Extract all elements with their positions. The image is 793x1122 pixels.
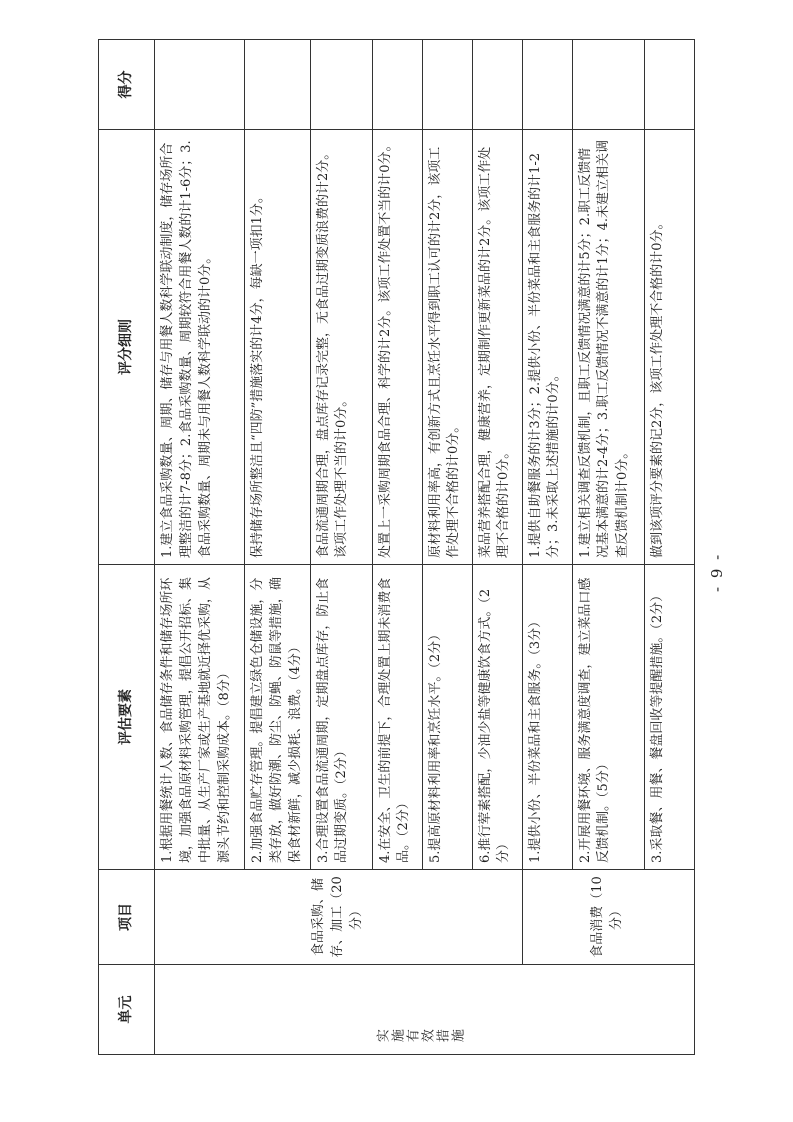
criteria-cell: 处置上一采购周期食品合理、科学的计2分。该项工作处置不当的计0分。 bbox=[372, 130, 422, 565]
element-cell: 5.提高原材料利用率和烹饪水平。（2分） bbox=[422, 565, 472, 870]
score-cell[interactable] bbox=[472, 40, 522, 130]
evaluation-table bbox=[98, 39, 695, 1055]
element-cell: 4.在安全、卫生的前提下，合理处置上期未消费食品。（2分） bbox=[372, 565, 422, 870]
score-cell[interactable] bbox=[245, 40, 311, 130]
score-cell[interactable] bbox=[310, 40, 372, 130]
score-cell[interactable] bbox=[644, 40, 694, 130]
criteria-cell: 保持储存场所整洁且“四防”措施落实的计4分，每缺一项扣1分。 bbox=[245, 130, 311, 565]
element-cell: 1.提供小份、半份菜品和主食服务。（3分） bbox=[522, 565, 572, 870]
project-cell: 食品采购、储存、加工（20分） bbox=[155, 870, 523, 965]
score-cell[interactable] bbox=[155, 40, 245, 130]
criteria-cell: 1.提供自助餐服务的计3分；2.提供小份、半份菜品和主食服务的计1-2分；3.未采取上述措施的计0分。 bbox=[522, 130, 572, 565]
element-cell: 2.开展用餐环境、服务满意度调查，建立菜品口感反馈机制。（5分） bbox=[572, 565, 644, 870]
score-cell[interactable] bbox=[422, 40, 472, 130]
criteria-cell: 菜品营养搭配合理，健康营养，定期制作更新菜品的计2分。该项工作处理不合格的计0分。 bbox=[472, 130, 522, 565]
element-cell: 6.推行荤素搭配，少油少盐等健康饮食方式。（2分） bbox=[472, 565, 522, 870]
unit-name: 实施有效措施 bbox=[375, 1030, 466, 1046]
criteria-cell: 1.建立相关调查反馈机制，且职工反馈情况满意的计5分；2.职工反馈情况基本满意的计2-4分；3.职工反馈情况不满意的计1分；4.未建立相关调查反馈机制计0分。 bbox=[572, 130, 644, 565]
score-cell[interactable] bbox=[572, 40, 644, 130]
score-cell[interactable] bbox=[372, 40, 422, 130]
header-score: 得分 bbox=[99, 40, 155, 130]
project-cell: 食品消费（10分） bbox=[522, 870, 694, 965]
page-number: - 9 - bbox=[708, 552, 726, 592]
element-cell: 2.加强食品贮存管理。提倡建立绿色仓储设施，分类存放，做好防潮、防尘、防蝇、防鼠等措施，确保食材新鲜，减少损耗、浪费。（4分） bbox=[245, 565, 311, 870]
score-cell[interactable] bbox=[522, 40, 572, 130]
criteria-cell: 1.建立食品采购数量、周期、储存与用餐人数科学联动制度，储存场所合理整洁的计7-8分；2.食品采购数量、周期较符合用餐人数的计1-6分；3.食品采购数量、周期未与用餐人数科学联动的计0分。 bbox=[155, 130, 245, 565]
unit-cell bbox=[155, 965, 695, 1055]
header-project: 项目 bbox=[99, 870, 155, 965]
element-cell: 1.根据用餐统计人数、食品储存条件和储存场所环境，加强食品原材料采购管理，提倡公开招标、集中批量、从生产厂家或生产基地就近择优采购，从源头节约和控制采购成本。（8分） bbox=[155, 565, 245, 870]
criteria-cell: 食品流通周期合理，盘点库存记录完整，无食品过期变质浪费的计2分。该项工作处理不当的计0分。 bbox=[310, 130, 372, 565]
header-criteria: 评分细则 bbox=[99, 130, 155, 565]
header-elements: 评估要素 bbox=[99, 565, 155, 870]
header-unit: 单元 bbox=[99, 965, 155, 1055]
criteria-cell: 做到该项评分要素的记2分，该项工作处理不合格的计0分。 bbox=[644, 130, 694, 565]
criteria-cell: 原材料利用率高，有创新方式且烹饪水平得到职工认可的计2分，该项工作处理不合格的计0分。 bbox=[422, 130, 472, 565]
element-cell: 3.采取餐、用餐、餐盘回收等提醒措施。（2分） bbox=[644, 565, 694, 870]
element-cell: 3.合理设置食品流通周期，定期盘点库存，防止食品过期变质。（2分） bbox=[310, 565, 372, 870]
